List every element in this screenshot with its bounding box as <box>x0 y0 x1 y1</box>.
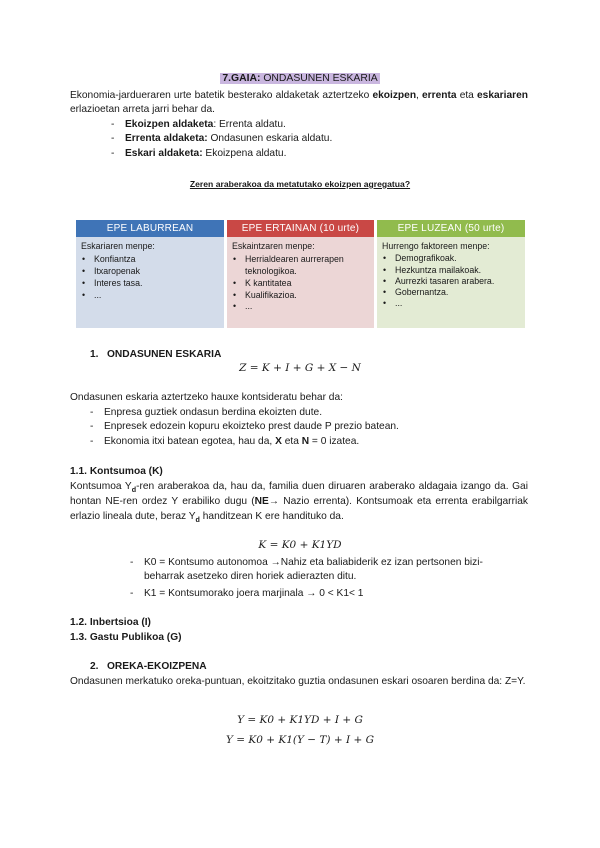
card-header: EPE ERTAINAN (10 urte) <box>227 220 374 237</box>
card-lead: Hurrengo faktoreen menpe: <box>382 241 490 251</box>
demand-formula: Z = K + I + G + X − N <box>239 362 361 374</box>
card-lead: Eskaintzaren menpe: <box>232 241 315 251</box>
card-header: EPE LABURREAN <box>76 220 224 237</box>
list-item: • K kantitatea <box>232 278 369 290</box>
section-1-3-heading: 1.3. Gastu Publikoa (G) <box>70 632 182 643</box>
card-lead: Eskariaren menpe: <box>81 241 155 251</box>
section-1-2-heading: 1.2. Inbertsioa (I) <box>70 617 151 628</box>
section-1-1-heading: 1.1. Kontsumoa (K) <box>70 466 163 477</box>
page-title <box>0 72 600 87</box>
list-item: • ... <box>382 298 520 309</box>
changes-list <box>125 118 525 161</box>
section-1-heading: 1. ONDASUNEN ESKARIA <box>90 349 222 360</box>
list-item: • ... <box>232 301 369 313</box>
list-item: • Interes tasa. <box>81 278 219 290</box>
card-short-term <box>76 220 224 328</box>
list-item: - Ekonomia itxi batean egotea, hau da, X eta N = 0 izatea. <box>104 435 528 449</box>
card-long-term <box>377 220 525 328</box>
list-item: • Herrialdearen aurrerapen teknologikoa. <box>232 254 369 278</box>
list-item: • Hezkuntza mailakoak. <box>382 265 520 276</box>
list-item: - Eskari aldaketa: Ekoizpena aldatu. <box>125 147 525 161</box>
title-rest: ONDASUNEN ESKARIA <box>260 73 378 84</box>
list-item: • Kualifikazioa. <box>232 290 369 302</box>
question-heading: Zeren araberakoa da metatutako ekoizpen agregatua? <box>189 179 411 189</box>
list-item: • ... <box>81 290 219 302</box>
list-item: • Konfiantza <box>81 254 219 266</box>
list-item: - Ekoizpen aldaketa: Errenta aldatu. <box>125 118 525 132</box>
intro-paragraph: Ekonomia-jardueraren urte batetik besterako aldaketak aztertzeko ekoizpen, errenta eta eskariaren erlazioetan arreta jarri behar da. <box>70 90 528 116</box>
list-item: - K0 = Kontsumo autonomoa →Nahiz eta baliabiderik ez izan pertsonen bizi-beharrak asetzeko diren horiek adierazten ditu. <box>144 556 484 585</box>
list-item: - Enpresa guztiek ondasun berdina ekoizten dute. <box>104 406 528 420</box>
definitions-list <box>144 556 484 601</box>
equilibrium-paragraph: Ondasunen merkatuko oreka-puntuan, ekoitzitako guztia ondasunen eskari osoaren berdina da: Z=Y. <box>70 676 526 687</box>
list-item: • Gobernantza. <box>382 287 520 298</box>
list-item: - Errenta aldaketa: Ondasunen eskaria aldatu. <box>125 132 525 146</box>
list-item: • Demografikoak. <box>382 253 520 264</box>
list-item: • Aurrezki tasaren arabera. <box>382 276 520 287</box>
section-1-intro: Ondasunen eskaria aztertzeko hauxe kontsideratu behar da: <box>70 392 343 403</box>
card-header: EPE LUZEAN (50 urte) <box>377 220 525 237</box>
title-prefix: 7.GAIA: <box>222 73 261 84</box>
card-medium-term <box>227 220 374 328</box>
list-item: - Enpresek edozein kopuru ekoizteko prest daude P prezio batean. <box>104 420 528 434</box>
section-2-heading: 2. OREKA-EKOIZPENA <box>90 661 207 672</box>
list-item: • Itxaropenak <box>81 266 219 278</box>
equilibrium-formula-1: Y = K0 + K1YD + I + G <box>237 714 363 726</box>
list-item: - K1 = Kontsumorako joera marjinala → 0 < K1< 1 <box>144 587 484 601</box>
consumption-paragraph: Kontsumoa $Y_d$-ren araberakoa da, hau da, familia duen diruaren araberako aldagaia izango da. Gai hontan NE-ren ordez Y erabiliko dugu (NE→ Nazio errenta). Kontsumoak eta errenta erabilgarriak erlazio lineala dute, beraz $Y_d$ handitzean K ere handituko da. <box>70 481 528 524</box>
assumptions-list <box>104 406 528 449</box>
consumption-formula: K = K0 + K1YD <box>258 539 342 551</box>
equilibrium-formula-2: Y = K0 + K1(Y − T) + I + G <box>225 734 374 746</box>
